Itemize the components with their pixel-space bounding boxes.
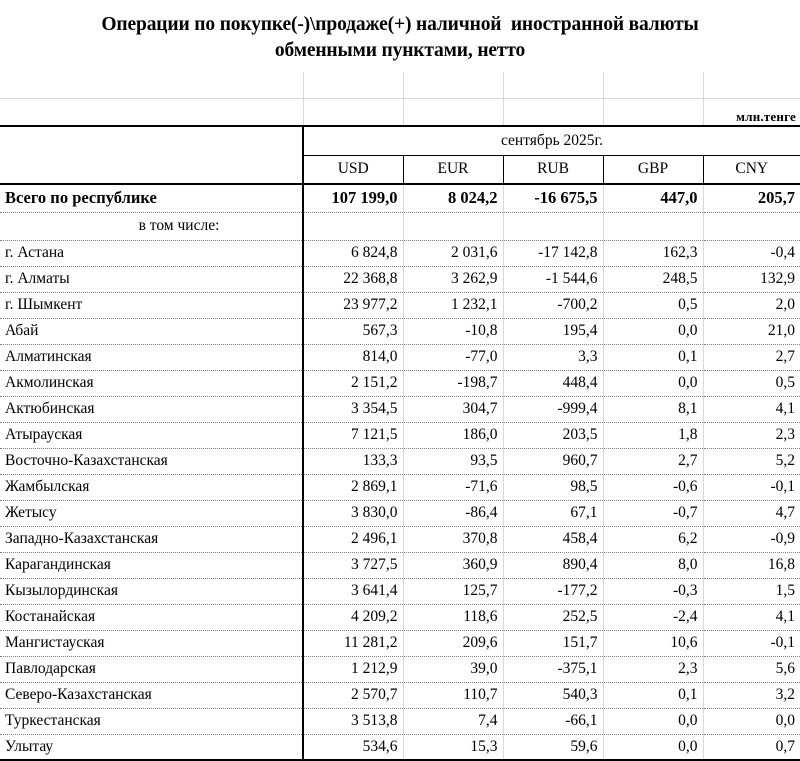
- blank-cell: [403, 99, 503, 126]
- cell-usd: 1 212,9: [303, 656, 403, 682]
- cell-gbp: -2,4: [603, 604, 703, 630]
- header-region-blank: [0, 155, 303, 184]
- cell-cny: 21,0: [703, 318, 800, 344]
- page-title: [0, 0, 800, 64]
- note-blank-eur: [403, 212, 503, 240]
- table-header-period-row: [0, 126, 800, 155]
- cell-cny: 3,2: [703, 682, 800, 708]
- cell-rub: 890,4: [503, 552, 603, 578]
- cell-rub: -17 142,8: [503, 240, 603, 266]
- cell-eur: 304,7: [403, 396, 503, 422]
- table-row: [0, 370, 800, 396]
- note-blank-usd: [303, 212, 403, 240]
- cell-gbp: 8,1: [603, 396, 703, 422]
- table-row: [0, 422, 800, 448]
- total-rub: -16 675,5: [503, 184, 603, 212]
- table-body: [0, 184, 800, 760]
- cell-eur: 118,6: [403, 604, 503, 630]
- cell-usd: 7 121,5: [303, 422, 403, 448]
- cell-rub: 67,1: [503, 500, 603, 526]
- cell-gbp: 6,2: [603, 526, 703, 552]
- cell-cny: -0,1: [703, 630, 800, 656]
- table-row: [0, 500, 800, 526]
- region-name: г. Астана: [0, 240, 303, 266]
- cell-eur: 360,9: [403, 552, 503, 578]
- table-row: [0, 552, 800, 578]
- region-name: Акмолинская: [0, 370, 303, 396]
- page-title-line-2: обменными пунктами, нетто: [274, 40, 526, 61]
- table-row: [0, 578, 800, 604]
- column-header-gbp: GBP: [603, 155, 703, 184]
- cell-usd: 534,6: [303, 734, 403, 760]
- table-row-note: [0, 212, 800, 240]
- cell-usd: 3 727,5: [303, 552, 403, 578]
- cell-cny: 5,6: [703, 656, 800, 682]
- cell-rub: 448,4: [503, 370, 603, 396]
- cell-usd: 2 151,2: [303, 370, 403, 396]
- note-blank-rub: [503, 212, 603, 240]
- cell-gbp: -0,6: [603, 474, 703, 500]
- region-name: г. Алматы: [0, 266, 303, 292]
- cell-cny: 132,9: [703, 266, 800, 292]
- cell-cny: -0,9: [703, 526, 800, 552]
- unit-row: [0, 99, 800, 126]
- cell-eur: -71,6: [403, 474, 503, 500]
- column-header-eur: EUR: [403, 155, 503, 184]
- region-name: г. Шымкент: [0, 292, 303, 318]
- blank-cell: [303, 72, 403, 99]
- blank-cell: [603, 99, 703, 126]
- cell-rub: 98,5: [503, 474, 603, 500]
- cell-gbp: -0,7: [603, 500, 703, 526]
- blank-cell: [503, 72, 603, 99]
- table-row: [0, 656, 800, 682]
- cell-eur: 110,7: [403, 682, 503, 708]
- cell-usd: 133,3: [303, 448, 403, 474]
- note-blank-cny: [703, 212, 800, 240]
- cell-usd: 6 824,8: [303, 240, 403, 266]
- cell-cny: 2,7: [703, 344, 800, 370]
- cell-cny: 4,7: [703, 500, 800, 526]
- cell-rub: 59,6: [503, 734, 603, 760]
- cell-cny: 4,1: [703, 396, 800, 422]
- cell-usd: 3 354,5: [303, 396, 403, 422]
- region-name: Актюбинская: [0, 396, 303, 422]
- cell-cny: 0,0: [703, 708, 800, 734]
- table-row: [0, 344, 800, 370]
- cell-rub: -375,1: [503, 656, 603, 682]
- region-name: Туркестанская: [0, 708, 303, 734]
- cell-gbp: 0,0: [603, 370, 703, 396]
- unit-label: млн.тенге: [736, 109, 796, 124]
- cell-eur: 15,3: [403, 734, 503, 760]
- column-header-rub: RUB: [503, 155, 603, 184]
- table-row: [0, 396, 800, 422]
- table-row: [0, 526, 800, 552]
- cell-eur: 370,8: [403, 526, 503, 552]
- cell-gbp: 2,3: [603, 656, 703, 682]
- table-row: [0, 318, 800, 344]
- cell-eur: 2 031,6: [403, 240, 503, 266]
- total-cny: 205,7: [703, 184, 800, 212]
- region-name: Жамбылская: [0, 474, 303, 500]
- blank-cell: [503, 99, 603, 126]
- note-blank-gbp: [603, 212, 703, 240]
- cell-gbp: 0,5: [603, 292, 703, 318]
- cell-cny: 2,0: [703, 292, 800, 318]
- cell-cny: -0,1: [703, 474, 800, 500]
- region-name: Кызылординская: [0, 578, 303, 604]
- cell-cny: -0,4: [703, 240, 800, 266]
- blank-row: [0, 72, 800, 99]
- region-name: Улытау: [0, 734, 303, 760]
- blank-cell: [703, 72, 800, 99]
- region-name: Павлодарская: [0, 656, 303, 682]
- column-header-cny: CNY: [703, 155, 800, 184]
- table-row: [0, 240, 800, 266]
- blank-gridline-rows: [0, 72, 800, 125]
- table-row: [0, 708, 800, 734]
- cell-usd: 22 368,8: [303, 266, 403, 292]
- cell-rub: -177,2: [503, 578, 603, 604]
- table-row: [0, 292, 800, 318]
- table-row: [0, 630, 800, 656]
- cell-gbp: -0,3: [603, 578, 703, 604]
- cell-usd: 11 281,2: [303, 630, 403, 656]
- table-row: [0, 266, 800, 292]
- region-name: Мангистауская: [0, 630, 303, 656]
- cell-eur: 186,0: [403, 422, 503, 448]
- column-header-usd: USD: [303, 155, 403, 184]
- blank-cell: [603, 72, 703, 99]
- cell-eur: 125,7: [403, 578, 503, 604]
- cell-eur: -198,7: [403, 370, 503, 396]
- cell-cny: 2,3: [703, 422, 800, 448]
- cell-cny: 0,7: [703, 734, 800, 760]
- total-eur: 8 024,2: [403, 184, 503, 212]
- cell-gbp: 248,5: [603, 266, 703, 292]
- cell-usd: 567,3: [303, 318, 403, 344]
- cell-rub: 151,7: [503, 630, 603, 656]
- region-name: Западно-Казахстанская: [0, 526, 303, 552]
- header-period: сентябрь 2025г.: [303, 126, 800, 155]
- cell-rub: -999,4: [503, 396, 603, 422]
- blank-cell: [0, 72, 303, 99]
- cell-gbp: 0,1: [603, 682, 703, 708]
- region-name: Костанайская: [0, 604, 303, 630]
- cell-eur: 93,5: [403, 448, 503, 474]
- cell-gbp: 0,0: [603, 318, 703, 344]
- region-name: Алматинская: [0, 344, 303, 370]
- cell-gbp: 0,0: [603, 708, 703, 734]
- cell-eur: -77,0: [403, 344, 503, 370]
- cell-cny: 1,5: [703, 578, 800, 604]
- cell-usd: 2 496,1: [303, 526, 403, 552]
- total-gbp: 447,0: [603, 184, 703, 212]
- data-table: [0, 125, 800, 761]
- cell-rub: -66,1: [503, 708, 603, 734]
- page-title-line-1: Операции по покупке(-)\продаже(+) наличной иностранной валюты: [101, 14, 699, 35]
- header-corner-blank: [0, 126, 303, 155]
- blank-cell: [303, 99, 403, 126]
- cell-rub: 252,5: [503, 604, 603, 630]
- cell-gbp: 2,7: [603, 448, 703, 474]
- region-name: Жетысу: [0, 500, 303, 526]
- cell-rub: 960,7: [503, 448, 603, 474]
- region-name: Атырауская: [0, 422, 303, 448]
- table-row: [0, 474, 800, 500]
- cell-gbp: 10,6: [603, 630, 703, 656]
- total-usd: 107 199,0: [303, 184, 403, 212]
- cell-eur: 209,6: [403, 630, 503, 656]
- cell-usd: 2 869,1: [303, 474, 403, 500]
- cell-gbp: 0,0: [603, 734, 703, 760]
- region-name: Абай: [0, 318, 303, 344]
- cell-gbp: 0,1: [603, 344, 703, 370]
- cell-gbp: 162,3: [603, 240, 703, 266]
- total-row-label: Всего по республике: [0, 184, 303, 212]
- cell-eur: 7,4: [403, 708, 503, 734]
- cell-usd: 814,0: [303, 344, 403, 370]
- cell-usd: 23 977,2: [303, 292, 403, 318]
- cell-rub: 195,4: [503, 318, 603, 344]
- table-row: [0, 734, 800, 760]
- cell-usd: 2 570,7: [303, 682, 403, 708]
- blank-cell: [403, 72, 503, 99]
- cell-eur: 39,0: [403, 656, 503, 682]
- table-row: [0, 448, 800, 474]
- region-name: Карагандинская: [0, 552, 303, 578]
- region-name: Восточно-Казахстанская: [0, 448, 303, 474]
- table-header-currency-row: [0, 155, 800, 184]
- cell-rub: 458,4: [503, 526, 603, 552]
- note-label: в том числе:: [0, 212, 303, 240]
- cell-cny: 5,2: [703, 448, 800, 474]
- cell-rub: 203,5: [503, 422, 603, 448]
- cell-usd: 3 830,0: [303, 500, 403, 526]
- cell-usd: 3 513,8: [303, 708, 403, 734]
- region-name: Северо-Казахстанская: [0, 682, 303, 708]
- table-row: [0, 604, 800, 630]
- cell-eur: -86,4: [403, 500, 503, 526]
- blank-cell: [0, 99, 303, 126]
- cell-cny: 16,8: [703, 552, 800, 578]
- cell-rub: -1 544,6: [503, 266, 603, 292]
- cell-rub: -700,2: [503, 292, 603, 318]
- cell-gbp: 1,8: [603, 422, 703, 448]
- cell-eur: -10,8: [403, 318, 503, 344]
- cell-rub: 540,3: [503, 682, 603, 708]
- cell-usd: 3 641,4: [303, 578, 403, 604]
- table-row-total: [0, 184, 800, 212]
- cell-gbp: 8,0: [603, 552, 703, 578]
- cell-cny: 4,1: [703, 604, 800, 630]
- cell-cny: 0,5: [703, 370, 800, 396]
- cell-eur: 1 232,1: [403, 292, 503, 318]
- table-row: [0, 682, 800, 708]
- cell-usd: 4 209,2: [303, 604, 403, 630]
- cell-eur: 3 262,9: [403, 266, 503, 292]
- cell-rub: 3,3: [503, 344, 603, 370]
